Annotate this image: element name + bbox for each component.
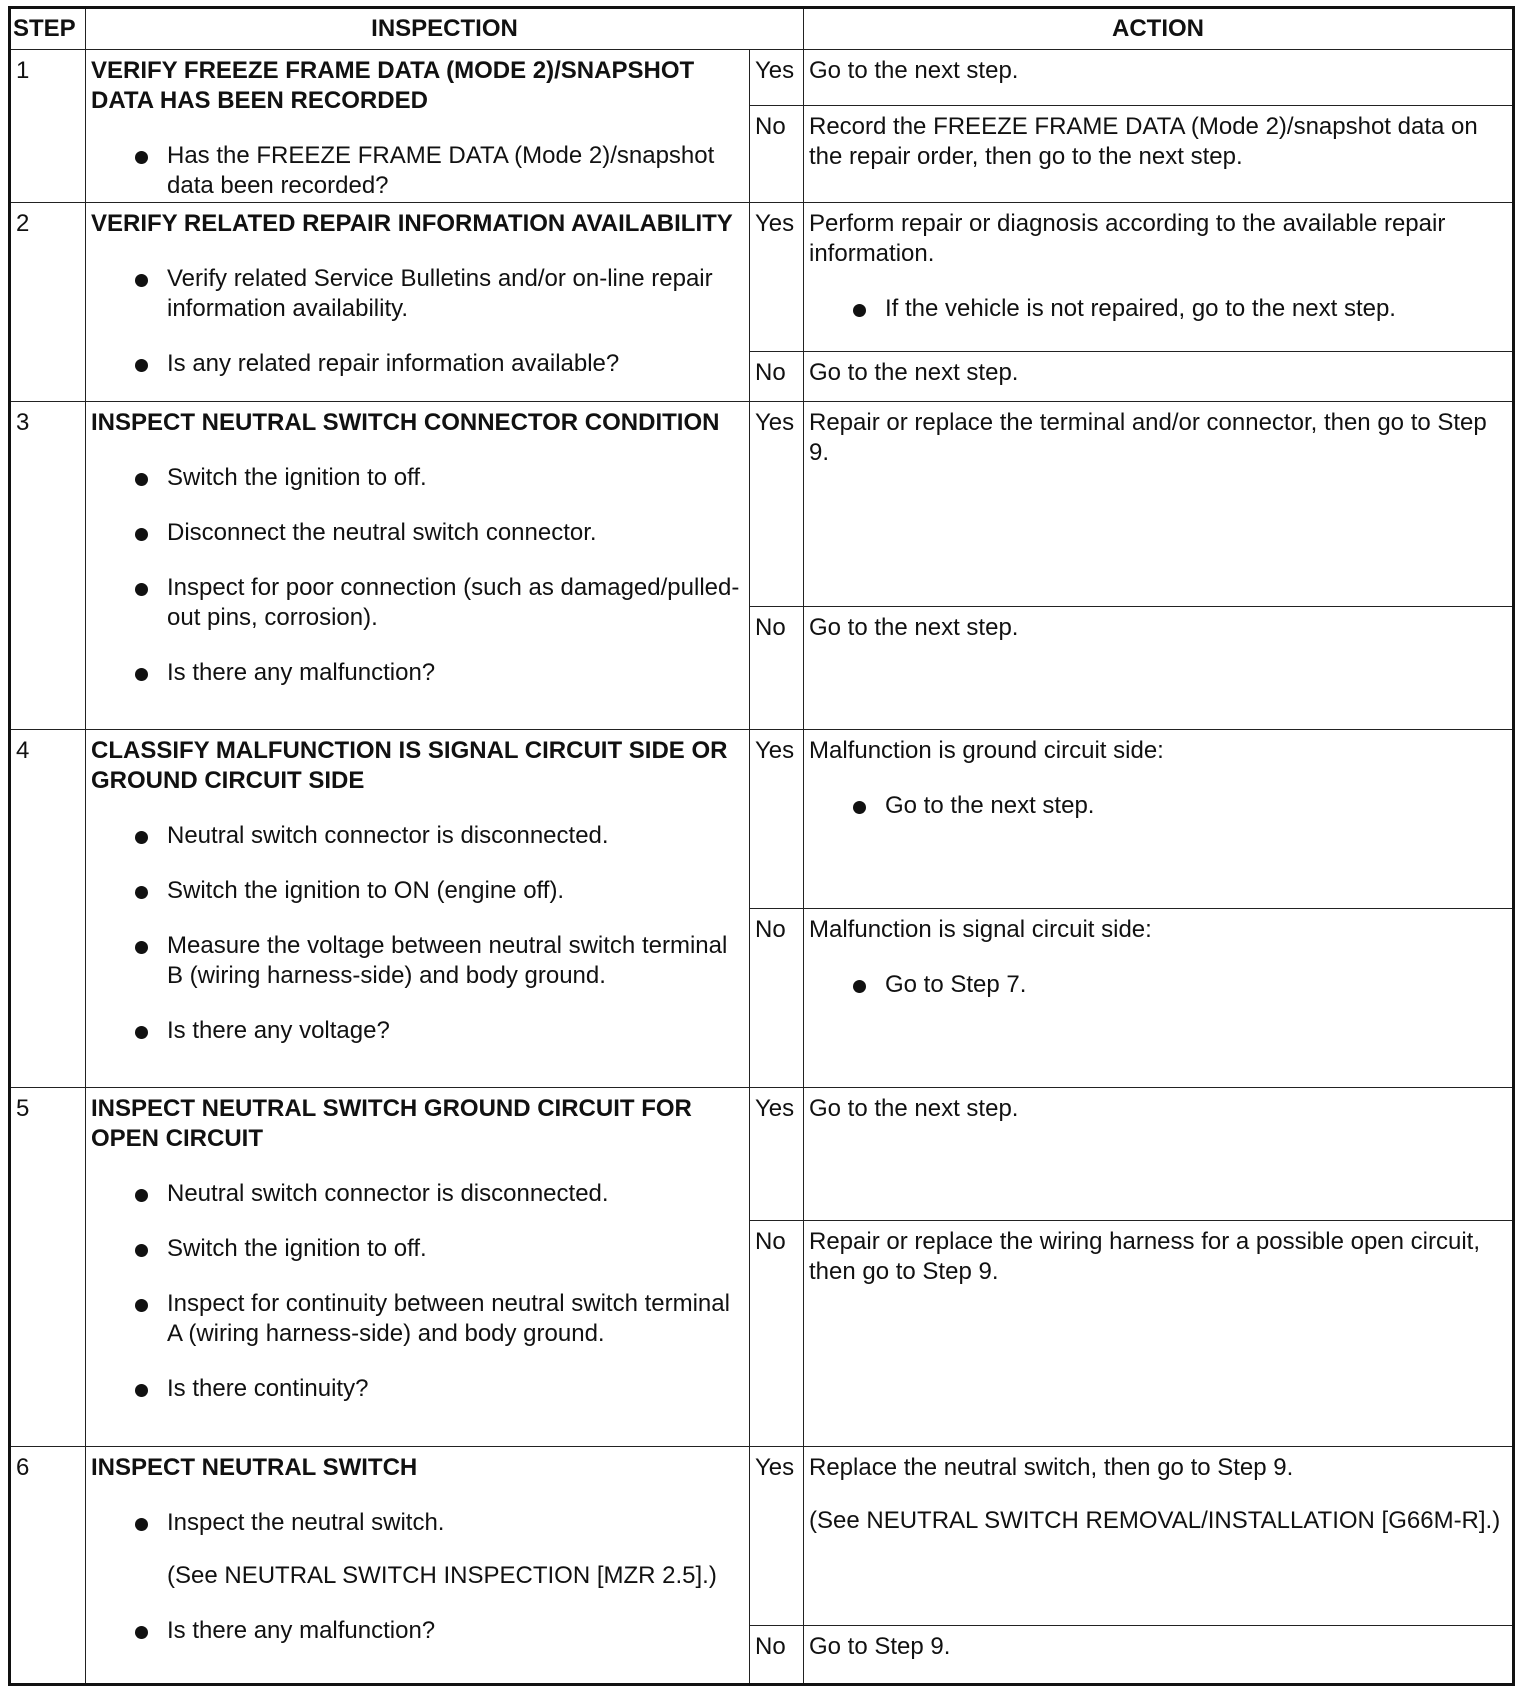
inspection-bullet: Switch the ignition to ON (engine off). [91,876,743,906]
table-row [10,1446,1514,1625]
inspection-bullet: Measure the voltage between neutral switch terminal B (wiring harness-side) and body ground. [91,931,743,991]
yes-label: Yes [750,1446,804,1625]
step-inspection [86,401,750,729]
yes-action-cell [804,1446,1514,1625]
no-label: No [750,607,804,730]
inspection-bullet-text: Inspect the neutral switch. [167,1508,445,1536]
step-title: VERIFY FREEZE FRAME DATA (MODE 2)/SNAPSHOT DATA HAS BEEN RECORDED [91,56,695,114]
yes-label: Yes [750,729,804,908]
yes-action: Malfunction is ground circuit side: [809,736,1164,764]
step-inspection [86,49,750,203]
no-label: No [750,352,804,402]
header-action: ACTION [804,8,1514,50]
step-title: INSPECT NEUTRAL SWITCH GROUND CIRCUIT FOR OPEN CIRCUIT [91,1095,692,1153]
table-row [10,49,1514,106]
action-bullet: Go to Step 7. [809,970,1506,1000]
diagnostic-table [8,6,1515,1686]
no-action: Go to the next step. [804,352,1514,402]
step-number: 5 [10,1088,86,1446]
header-step: STEP [10,8,86,50]
no-label: No [750,1221,804,1447]
inspection-bullet: Inspect for poor connection (such as damaged/pulled-out pins, corrosion). [91,573,743,633]
inspection-bullet: Switch the ignition to off. [91,1234,743,1264]
step-title: INSPECT NEUTRAL SWITCH CONNECTOR CONDITION [91,408,720,436]
yes-label: Yes [750,401,804,607]
step-inspection [86,729,750,1087]
no-action: Go to Step 9. [804,1626,1514,1685]
no-label: No [750,106,804,203]
yes-label: Yes [750,203,804,352]
header-inspection: INSPECTION [86,8,804,50]
inspection-bullet: Is any related repair information available? [91,349,743,379]
action-bullet: If the vehicle is not repaired, go to the next step. [809,294,1506,324]
step-inspection [86,1088,750,1446]
table-row [10,729,1514,908]
inspection-bullet: Inspect for continuity between neutral switch terminal A (wiring harness-side) and body ground. [91,1289,743,1349]
no-label: No [750,909,804,1088]
step-inspection [86,1446,750,1684]
inspection-bullet [91,1508,743,1591]
step-number: 3 [10,401,86,729]
yes-action: Go to the next step. [804,1088,1514,1221]
yes-action: Replace the neutral switch, then go to Step 9. [809,1453,1294,1481]
step-number: 4 [10,729,86,1087]
no-action: Go to the next step. [804,607,1514,730]
yes-label: Yes [750,49,804,106]
yes-action-cell [804,203,1514,352]
inspection-bullet: Disconnect the neutral switch connector. [91,518,743,548]
header-row [10,8,1514,50]
yes-reference-note: (See NEUTRAL SWITCH REMOVAL/INSTALLATION [G66M-R].) [809,1506,1501,1534]
no-action: Repair or replace the wiring harness for a possible open circuit, then go to Step 9. [804,1221,1514,1447]
inspection-bullet: Switch the ignition to off. [91,463,743,493]
yes-action-cell [804,729,1514,908]
yes-label: Yes [750,1088,804,1221]
inspection-bullet: Neutral switch connector is disconnected. [91,1179,743,1209]
inspection-bullet: Neutral switch connector is disconnected. [91,821,743,851]
step-inspection [86,203,750,401]
yes-action: Repair or replace the terminal and/or connector, then go to Step 9. [804,401,1514,607]
step-number: 6 [10,1446,86,1684]
step-number: 1 [10,49,86,203]
action-bullet: Go to the next step. [809,791,1506,821]
no-label: No [750,1626,804,1685]
step-title: VERIFY RELATED REPAIR INFORMATION AVAILABILITY [91,210,733,238]
yes-action: Perform repair or diagnosis according to the available repair information. [809,210,1446,268]
no-action-cell [804,909,1514,1088]
table-row [10,203,1514,352]
inspection-bullet: Is there continuity? [91,1374,743,1404]
table-row [10,401,1514,607]
step-title: INSPECT NEUTRAL SWITCH [91,1453,418,1481]
inspection-bullet: Is there any malfunction? [91,1616,743,1646]
inspection-bullet: Is there any voltage? [91,1016,743,1046]
step-title: CLASSIFY MALFUNCTION IS SIGNAL CIRCUIT SIDE OR GROUND CIRCUIT SIDE [91,736,728,794]
inspection-bullet: Has the FREEZE FRAME DATA (Mode 2)/snapshot data been recorded? [91,141,743,201]
no-action: Malfunction is signal circuit side: [809,916,1152,944]
step-number: 2 [10,203,86,401]
inspection-reference-note: (See NEUTRAL SWITCH INSPECTION [MZR 2.5].) [167,1561,717,1589]
inspection-bullet: Verify related Service Bulletins and/or on-line repair information availability. [91,264,743,324]
inspection-bullet: Is there any malfunction? [91,658,743,688]
table-row [10,1088,1514,1221]
yes-action: Go to the next step. [804,49,1514,106]
no-action: Record the FREEZE FRAME DATA (Mode 2)/snapshot data on the repair order, then go to the next step. [804,106,1514,203]
